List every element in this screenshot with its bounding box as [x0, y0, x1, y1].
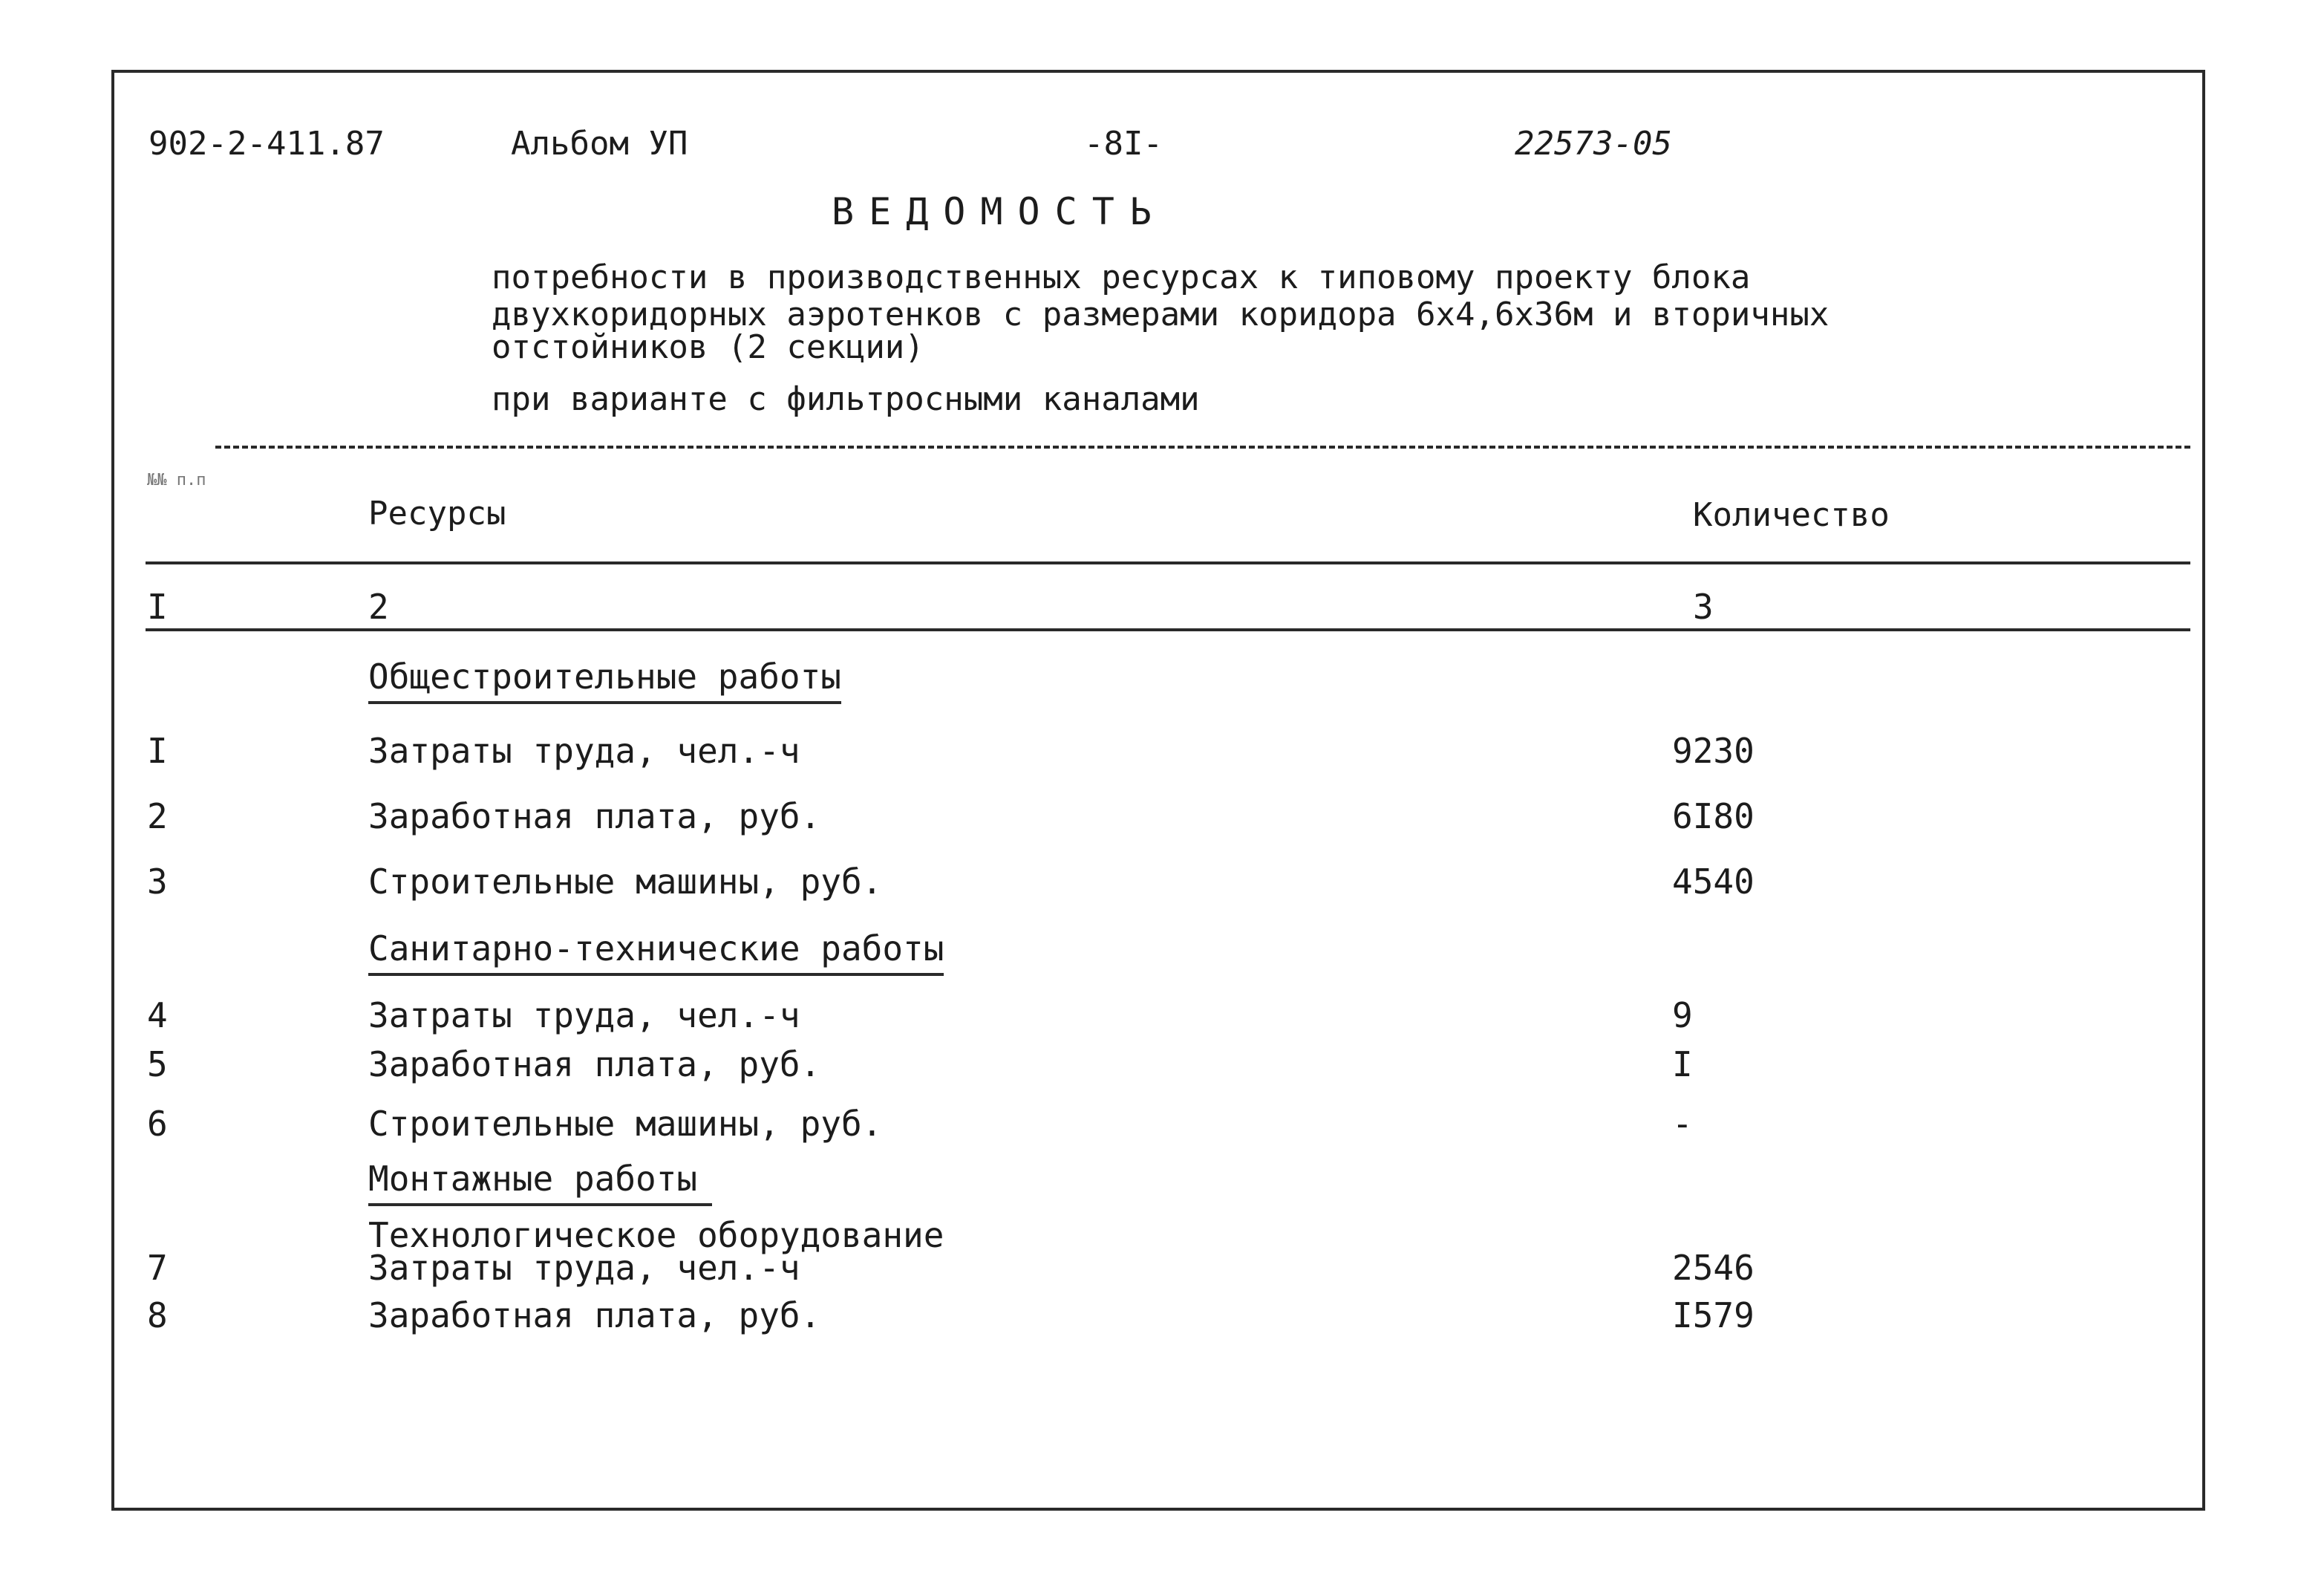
row-resource: Заработная плата, руб. [368, 796, 821, 836]
row-num: 6 [147, 1104, 168, 1144]
row-num: 4 [147, 995, 168, 1035]
row-quantity: I [1672, 1044, 1693, 1084]
row-quantity: 9230 [1672, 731, 1755, 771]
page-number: -8I- [1084, 125, 1163, 163]
section-sanitary-technical: Санитарно-технические работы [368, 928, 944, 976]
subtitle-line-1: потребности в производственных ресурсах к типовому проекту блока [492, 258, 1751, 296]
variant-line: при варианте с фильтросными каналами [492, 380, 1200, 418]
row-resource: Строительные машины, руб. [368, 1104, 883, 1144]
subtitle-line-2: двухкоридорных аэротенков с размерами коридора 6х4,6х36м и вторичных [492, 296, 1830, 333]
subtitle-line-3: отстойников (2 секции) [492, 328, 924, 366]
row-num: I [147, 731, 168, 771]
header-rule [146, 561, 2190, 564]
row-resource: Затраты труда, чел.-ч [368, 731, 800, 771]
colnum-1: I [147, 587, 168, 627]
section-installation: Монтажные работы [368, 1159, 712, 1206]
row-resource: Заработная плата, руб. [368, 1295, 821, 1335]
section-installation-subtitle: Технологическое оборудование [368, 1215, 944, 1255]
row-num: 7 [147, 1248, 168, 1288]
row-resource: Заработная плата, руб. [368, 1044, 821, 1084]
colnum-3: 3 [1693, 587, 1714, 627]
document-title: ВЕДОМОСТЬ [832, 190, 1166, 233]
table-top-rule [215, 446, 2190, 449]
row-quantity: 9 [1672, 995, 1693, 1035]
row-quantity: 6I80 [1672, 796, 1755, 836]
row-quantity: I579 [1672, 1295, 1755, 1335]
colnum-rule [146, 628, 2190, 631]
section-general-construction: Общестроительные работы [368, 657, 841, 704]
row-resource: Затраты труда, чел.-ч [368, 1248, 800, 1288]
row-resource: Затраты труда, чел.-ч [368, 995, 800, 1035]
header-num: №№ п.п [147, 471, 206, 489]
row-num: 2 [147, 796, 168, 836]
header-quantity: Количество [1693, 496, 1890, 534]
row-num: 8 [147, 1295, 168, 1335]
row-resource: Строительные машины, руб. [368, 862, 883, 902]
header-resource: Ресурсы [368, 495, 506, 533]
colnum-2: 2 [368, 587, 389, 627]
row-quantity: 2546 [1672, 1248, 1755, 1288]
inventory-number: 22573-05 [1515, 125, 1672, 163]
row-quantity: 4540 [1672, 862, 1755, 902]
doc-code: 902-2-411.87 [148, 125, 385, 163]
row-num: 3 [147, 862, 168, 902]
album-label: Альбом УП [511, 125, 688, 163]
row-quantity: - [1672, 1104, 1693, 1144]
row-num: 5 [147, 1044, 168, 1084]
